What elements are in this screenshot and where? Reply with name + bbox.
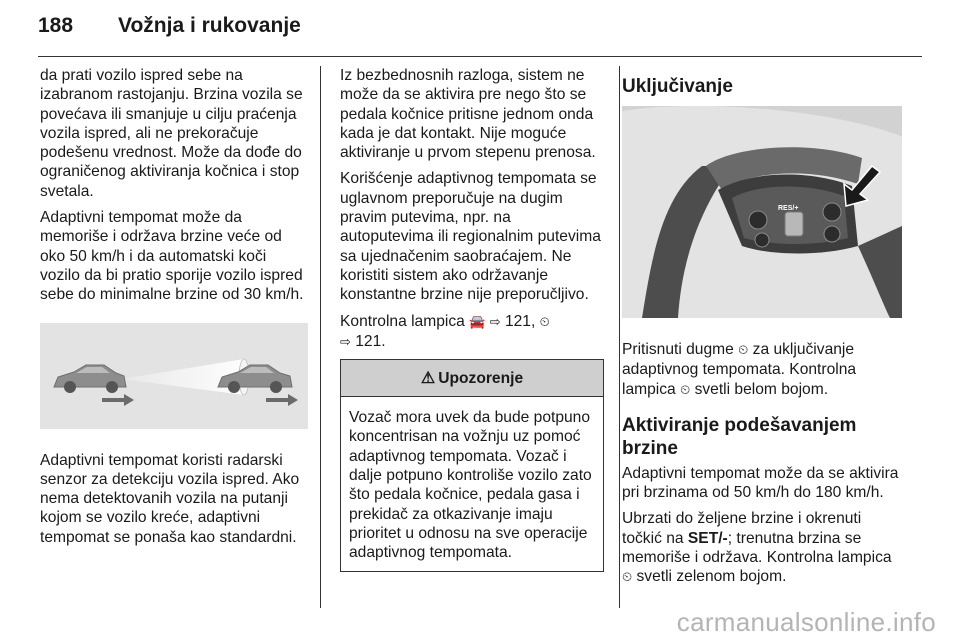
warning-text: Vozač mora uvek da bude potpuno koncentrisan na vožnju uz pomoć adaptivnog tempomata. Vozač i dalje potpuno kontroliše vozilo zato što pedala kočnice, pedala gasa i prekidač za otkazivanje imaju prioritet u odnosu na sve operacije adaptivnog tempomata.	[349, 409, 592, 562]
wheel-button-icon	[749, 211, 767, 229]
warning-body	[341, 397, 603, 570]
column-1	[40, 66, 308, 554]
page-header	[38, 14, 301, 54]
set-minus-label: SET/-	[687, 529, 728, 547]
page-ref-icon: ⇨	[340, 334, 351, 350]
paragraph: Adaptivni tempomat koristi radarski senzor za detekciju vozila ispred. Ako nema detektovanih vozila na putanji kojom se vozilo kreće, adaptivni tempomat se ponaša kao standardni.	[40, 451, 300, 546]
page-ref-link[interactable]: 121,	[504, 312, 536, 330]
paragraph: Korišćenje adaptivnog tempomata se uglavnom preporučuje na dugim pravim putevima, npr. na autoputevima ili regionalnim putevima sa ujednačenim saobraćajem. Ne koristiti sistem ako održavanje konstantne brzine nije preporučljivo.	[340, 170, 601, 304]
column-2	[340, 66, 604, 572]
paragraph: Iz bezbednosnih razloga, sistem ne može da se aktivira pre nego što se pedala kočnice pritisne jednom onda kada je dat kontakt. Nije moguće aktiviranje u prvom stepenu prenosa.	[340, 67, 596, 162]
warning-icon: ⚠	[420, 369, 436, 387]
warning-header	[341, 360, 603, 397]
watermark: carmanualsonline.info	[676, 607, 936, 637]
paragraph-indicator-ref: Kontrolna lampica 🚘 ⇨ 121, ⏲ ⇨ 121.	[340, 312, 550, 350]
chapter-title: Vožnja i rukovanje	[118, 14, 301, 37]
paragraph: da prati vozilo ispred sebe na izabranom rastojanju. Brzina vozila se povećava ili smanjuje u cilju praćenja vozila ispred, ali ne prekoračuje podešenu vrednost. Može da dođe do ograničenog aktiviranja kočnica i stop svetala.	[40, 67, 303, 200]
cruise-lamp-icon: ⏲	[539, 314, 550, 330]
cruise-lamp-icon: ⏲	[622, 570, 633, 586]
wheel-button-icon	[824, 226, 840, 242]
page-number: 188	[38, 14, 74, 37]
page-ref-link[interactable]: 121.	[355, 332, 386, 350]
page-ref-icon: ⇨	[489, 314, 501, 330]
column-divider	[619, 66, 620, 608]
cruise-button-icon: ⏲	[738, 343, 749, 358]
paragraph: Adaptivni tempomat može da memoriše i održava brzine veće od oko 50 km/h i da automatski koči vozilo da bi pratio sporije vozilo ispred sebe do minimalne brzine od 30 km/h.	[40, 209, 304, 304]
header-rule	[38, 56, 922, 57]
warning-box	[340, 359, 604, 571]
car-lamp-icon: 🚘	[469, 314, 486, 330]
svg-text:RES/+: RES/+	[778, 205, 799, 212]
cruise-on-button-icon	[823, 203, 841, 221]
column-3	[622, 66, 902, 595]
section-title: Uključivanje	[622, 76, 733, 97]
set-thumbwheel-icon	[785, 212, 803, 236]
paragraph: Ubrzati do željene brzine i okrenuti točkić na SET/-; trenutna brzina se memoriše i održava. Kontrolna lampica ⏲ svetli zelenom bojom.	[622, 510, 892, 586]
steering-wheel-illustration	[622, 106, 902, 318]
warning-title: Upozorenje	[438, 369, 524, 387]
cruise-lamp-icon: ⏲	[680, 382, 691, 398]
column-divider	[320, 66, 321, 608]
wheel-button-icon	[755, 233, 769, 247]
radar-illustration	[40, 323, 308, 429]
res-plus-label	[778, 205, 798, 212]
arrow-right-icon	[266, 394, 298, 406]
paragraph: Pritisnuti dugme ⏲ za uključivanje adaptivnog tempomata. Kontrolna lampica ⏲ svetli belom bojom.	[622, 341, 857, 398]
paragraph: Adaptivni tempomat može da se aktivira pri brzinama od 50 km/h do 180 km/h.	[622, 464, 899, 502]
car-left-icon	[54, 365, 126, 393]
section-title: Aktiviranje podešavanjem brzine	[622, 414, 857, 459]
arrow-left-icon	[102, 394, 134, 406]
